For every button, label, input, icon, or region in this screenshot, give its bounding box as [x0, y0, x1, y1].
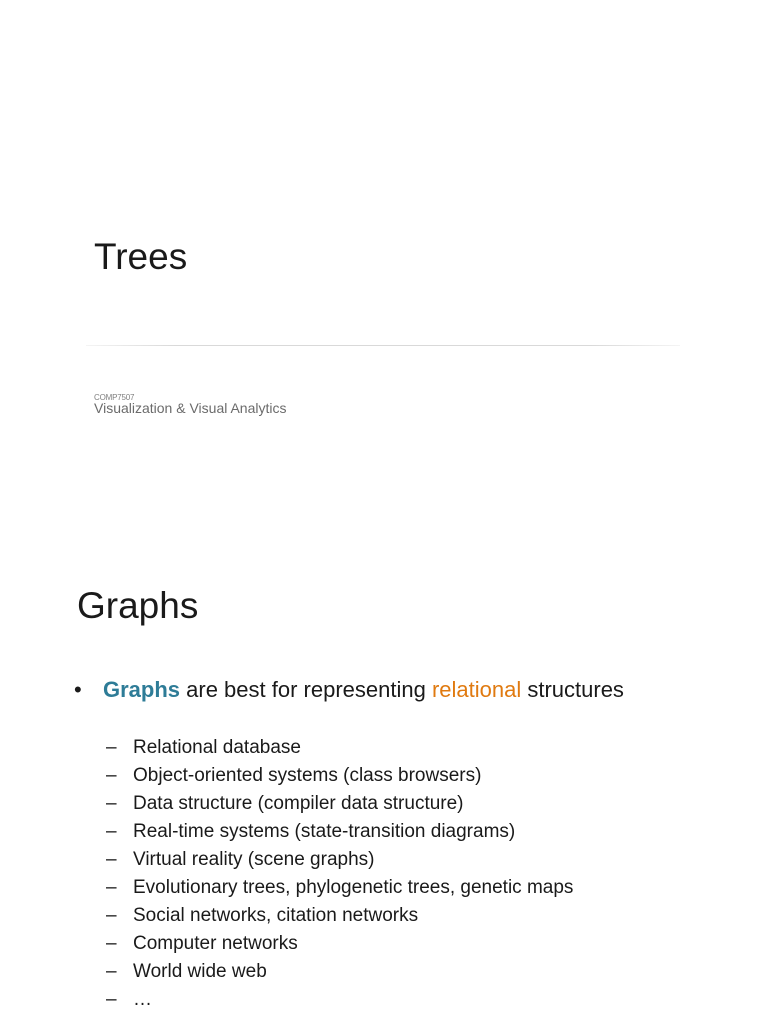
list-item-text: … [133, 989, 152, 1010]
bullet-middle-text: are best for representing [180, 677, 432, 702]
course-code: COMP7507 [94, 393, 135, 402]
list-item-text: Evolutionary trees, phylogenetic trees, genetic maps [133, 877, 574, 898]
list-item [106, 902, 573, 930]
list-item-text: Virtual reality (scene graphs) [133, 849, 375, 870]
list-item-text: Object-oriented systems (class browsers) [133, 765, 482, 786]
list-item-text: Real-time systems (state-transition diagrams) [133, 821, 516, 842]
list-item [106, 734, 573, 762]
bullet-end-text: structures [521, 677, 624, 702]
list-item [106, 762, 573, 790]
keyword-graphs: Graphs [103, 677, 181, 702]
list-item [106, 930, 573, 958]
bullet-icon: • [74, 677, 82, 702]
dash-icon: – [106, 905, 117, 926]
slide-title: Trees [94, 236, 188, 277]
list-item [106, 818, 573, 846]
list-item-text: Data structure (compiler data structure) [133, 793, 464, 814]
dash-icon: – [106, 989, 117, 1010]
dash-icon: – [106, 793, 117, 814]
dash-icon: – [106, 933, 117, 954]
dash-icon: – [106, 961, 117, 982]
dash-icon: – [106, 765, 117, 786]
dash-icon: – [106, 849, 117, 870]
list-item-text: Computer networks [133, 933, 298, 954]
keyword-relational: relational [431, 677, 522, 702]
sub-bullet-list [106, 734, 573, 1014]
list-item [106, 846, 573, 874]
course-subtitle: Visualization & Visual Analytics [94, 400, 287, 416]
dash-icon: – [106, 877, 117, 898]
list-item [106, 986, 573, 1014]
list-item-text: Social networks, citation networks [133, 905, 419, 926]
list-item-text: Relational database [133, 737, 301, 758]
list-item [106, 958, 573, 986]
title-divider [86, 345, 680, 346]
list-item [106, 874, 573, 902]
list-item [106, 790, 573, 818]
dash-icon: – [106, 821, 117, 842]
slide-title: Graphs [77, 585, 199, 626]
graphs-slide [0, 520, 768, 1024]
list-item-text: World wide web [133, 961, 267, 982]
dash-icon: – [106, 737, 117, 758]
main-bullet-text [103, 676, 683, 703]
